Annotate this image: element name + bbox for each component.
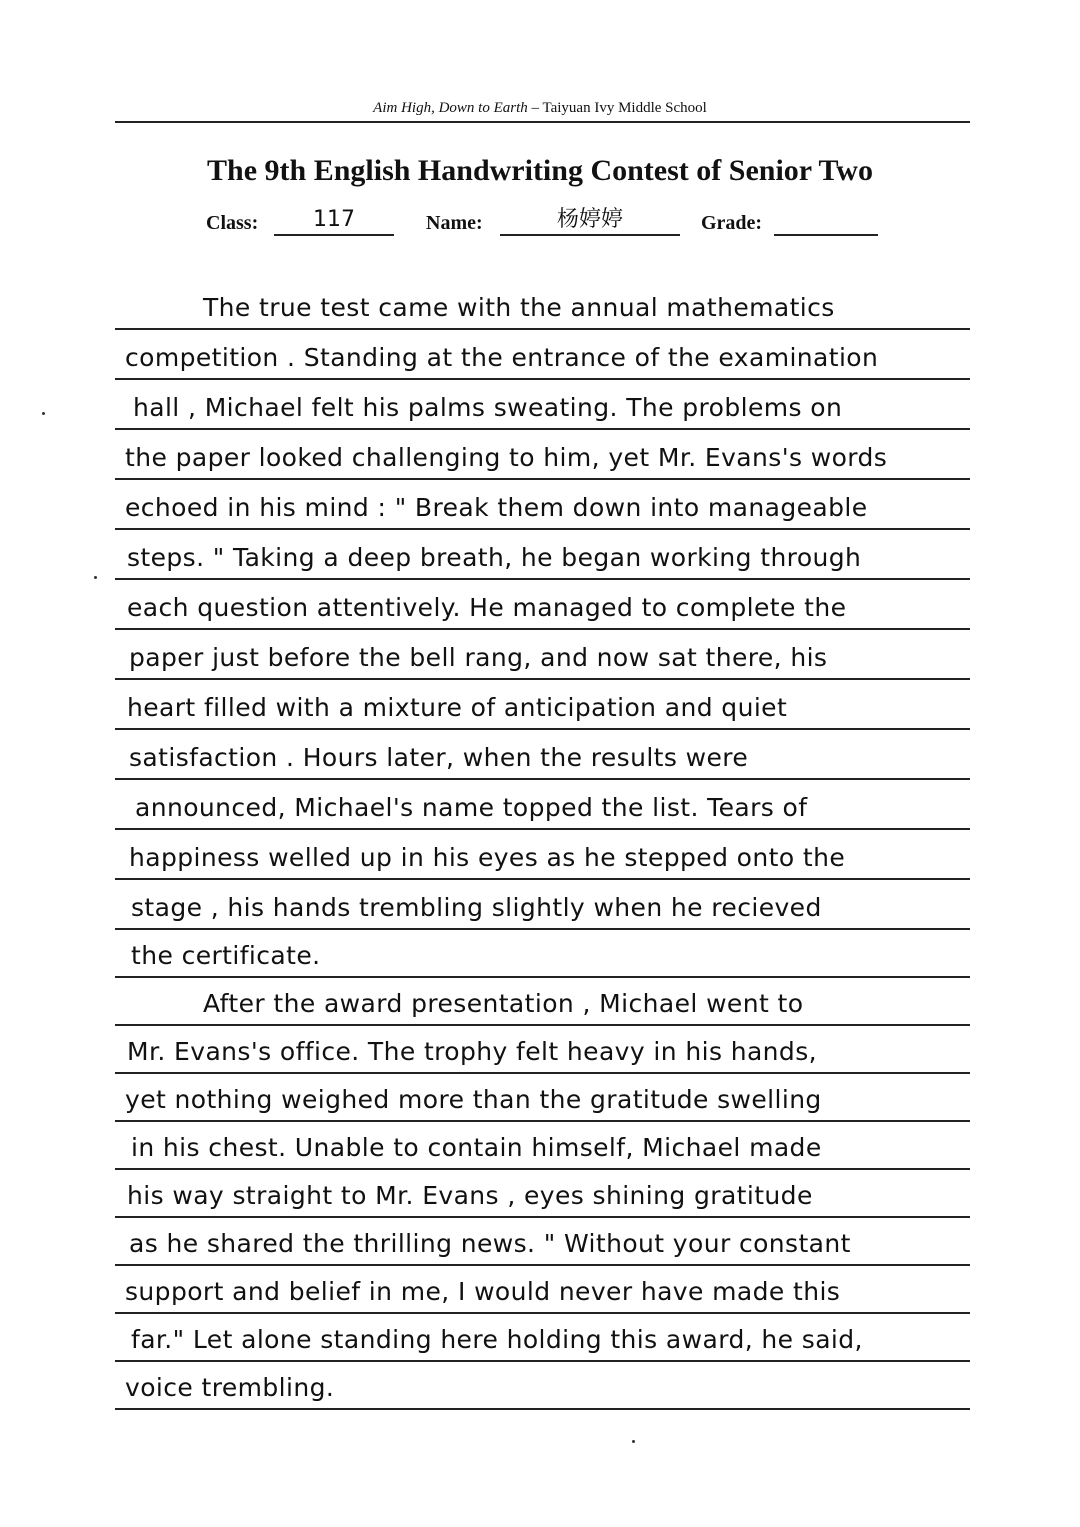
paper-speck [94,576,97,579]
essay-line [115,290,970,330]
essay-line [115,340,970,380]
essay-line [115,590,970,630]
essay-line [115,938,970,978]
paper-speck [632,1440,635,1443]
essay-line-text: announced, Michael's name topped the list. Tears of [135,793,808,822]
essay-line [115,1226,970,1266]
essay-line-text: echoed in his mind : " Break them down into manageable [125,493,868,522]
essay-line [115,1370,970,1410]
name-label: Name: [426,212,483,234]
essay-line-text: happiness welled up in his eyes as he stepped onto the [129,843,846,872]
essay-line [115,540,970,580]
class-field: 117 [274,206,394,236]
essay-line [115,1130,970,1170]
essay-line [115,390,970,430]
essay-line [115,1082,970,1122]
essay-line [115,690,970,730]
grade-label: Grade: [701,212,763,234]
contest-title: The 9th English Handwriting Contest of Senior Two [207,154,873,187]
essay-line-text: heart filled with a mixture of anticipation and quiet [127,693,788,722]
essay-line [115,640,970,680]
essay-line-text: support and belief in me, I would never have made this [125,1277,841,1306]
paper-speck [42,412,45,415]
essay-line-text: steps. " Taking a deep breath, he began working through [127,543,862,572]
motto-school: – Taiyuan Ivy Middle School [527,100,707,116]
essay-line-text: paper just before the bell rang, and now sat there, his [129,643,828,672]
essay-line-text: in his chest. Unable to contain himself, Michael made [131,1133,822,1162]
essay-line [115,890,970,930]
essay-line-text: satisfaction . Hours later, when the results were [129,743,749,772]
essay-line-text: his way straight to Mr. Evans , eyes shining gratitude [127,1181,813,1210]
essay-line [115,490,970,530]
essay-line-text: far." Let alone standing here holding this award, he said, [131,1325,863,1354]
essay-line-text: Mr. Evans's office. The trophy felt heavy in his hands, [127,1037,817,1066]
essay-line-text: the certificate. [131,941,321,970]
essay-line-text: the paper looked challenging to him, yet Mr. Evans's words [125,443,888,472]
essay-line [115,986,970,1026]
essay-line [115,840,970,880]
essay-line-text: yet nothing weighed more than the gratitude swelling [125,1085,822,1114]
essay-line-text: competition . Standing at the entrance of the examination [125,343,879,372]
essay-line-text: stage , his hands trembling slightly when he recieved [131,893,822,922]
motto-italic: Aim High, Down to Earth [373,100,528,116]
essay-line-text: The true test came with the annual mathematics [203,293,835,322]
essay-line [115,1274,970,1314]
essay-line [115,1034,970,1074]
essay-line [115,740,970,780]
essay-line [115,790,970,830]
essay-line-text: voice trembling. [125,1373,335,1402]
essay-line-text: hall , Michael felt his palms sweating. The problems on [133,393,843,422]
essay-line-text: as he shared the thrilling news. " Without your constant [129,1229,851,1258]
essay-line [115,1322,970,1362]
name-field: 杨婷婷 [500,206,680,236]
essay-line [115,1178,970,1218]
essay-line-text: After the award presentation , Michael went to [203,989,804,1018]
class-label: Class: [206,212,259,234]
essay-line [115,440,970,480]
essay-line-text: each question attentively. He managed to complete the [127,593,847,622]
